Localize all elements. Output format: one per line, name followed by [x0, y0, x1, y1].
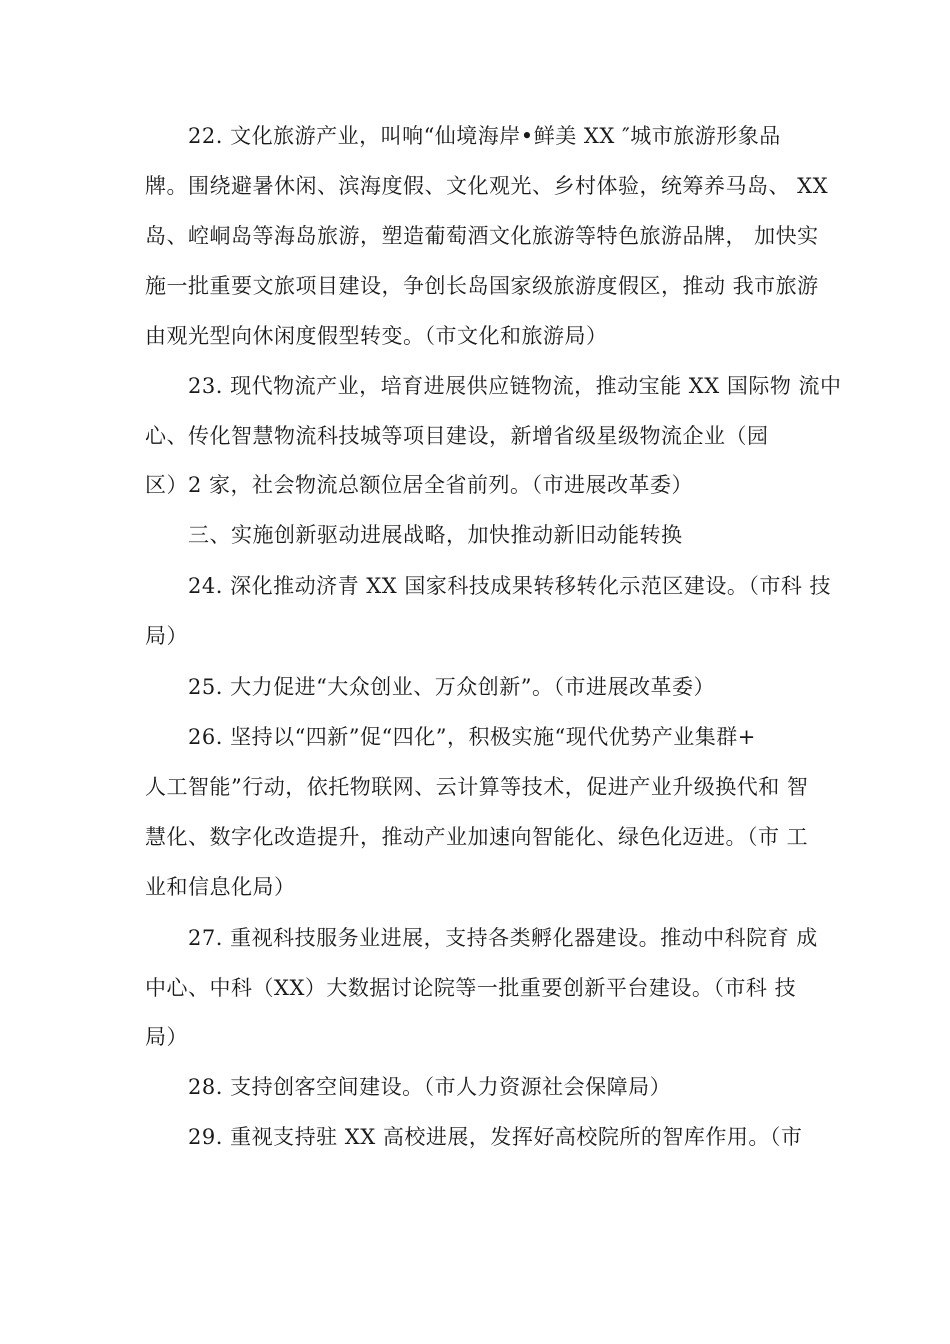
paragraph-26-line-2: 人工智能”行动，依托物联网、云计算等技术，促进产业升级换代和 智 — [145, 775, 809, 799]
paragraph-27-line-2: 中心、中科（XX）大数据讨论院等一批重要创新平台建设。（市科 技 — [145, 976, 797, 1000]
paragraph-29-line-1: 29. 重视支持驻 XX 高校进展，发挥好高校院所的智库作用。（市 — [188, 1125, 803, 1149]
paragraph-24-line-2: 局） — [145, 624, 188, 648]
paragraph-22-line-1: 22. 文化旅游产业，叫响“仙境海岸•鲜美 XX ″城市旅游形象品 — [188, 124, 781, 148]
paragraph-24-line-1: 24. 深化推动济青 XX 国家科技成果转移转化示范区建设。（市科 技 — [188, 574, 831, 598]
paragraph-26-line-4: 业和信息化局） — [145, 875, 296, 899]
paragraph-22-line-2: 牌。围绕避暑休闲、滨海度假、文化观光、乡村体验，统筹养马岛、 XX — [145, 174, 829, 198]
paragraph-22-line-5: 由观光型向休闲度假型转变。（市文化和旅游局） — [145, 324, 608, 348]
paragraph-22-line-3: 岛、崆峒岛等海岛旅游，塑造葡萄酒文化旅游等特色旅游品牌， 加快实 — [145, 224, 819, 248]
paragraph-28: 28. 支持创客空间建设。（市人力资源社会保障局） — [188, 1075, 672, 1099]
paragraph-23-line-3: 区）2 家，社会物流总额位居全省前列。（市进展改革委） — [145, 473, 694, 497]
paragraph-23-line-2: 心、传化智慧物流科技城等项目建设，新增省级星级物流企业（园 — [145, 424, 769, 448]
paragraph-23-line-1: 23. 现代物流产业，培育进展供应链物流，推动宝能 XX 国际物 流中 — [188, 374, 842, 398]
paragraph-27-line-3: 局） — [145, 1025, 188, 1049]
paragraph-26-line-1: 26. 坚持以“四新”促“四化”，积极实施“现代优势产业集群+ — [188, 725, 756, 749]
paragraph-26-line-3: 慧化、数字化改造提升，推动产业加速向智能化、绿色化迈进。（市 工 — [145, 825, 809, 849]
paragraph-22-line-4: 施一批重要文旅项目建设，争创长岛国家级旅游度假区，推动 我市旅游 — [145, 274, 819, 298]
paragraph-25: 25. 大力促进“大众创业、万众创新”。（市进展改革委） — [188, 675, 716, 699]
paragraph-27-line-1: 27. 重视科技服务业进展，支持各类孵化器建设。推动中科院育 成 — [188, 926, 818, 950]
section-heading-3: 三、实施创新驱动进展战略，加快推动新旧动能转换 — [188, 523, 683, 547]
